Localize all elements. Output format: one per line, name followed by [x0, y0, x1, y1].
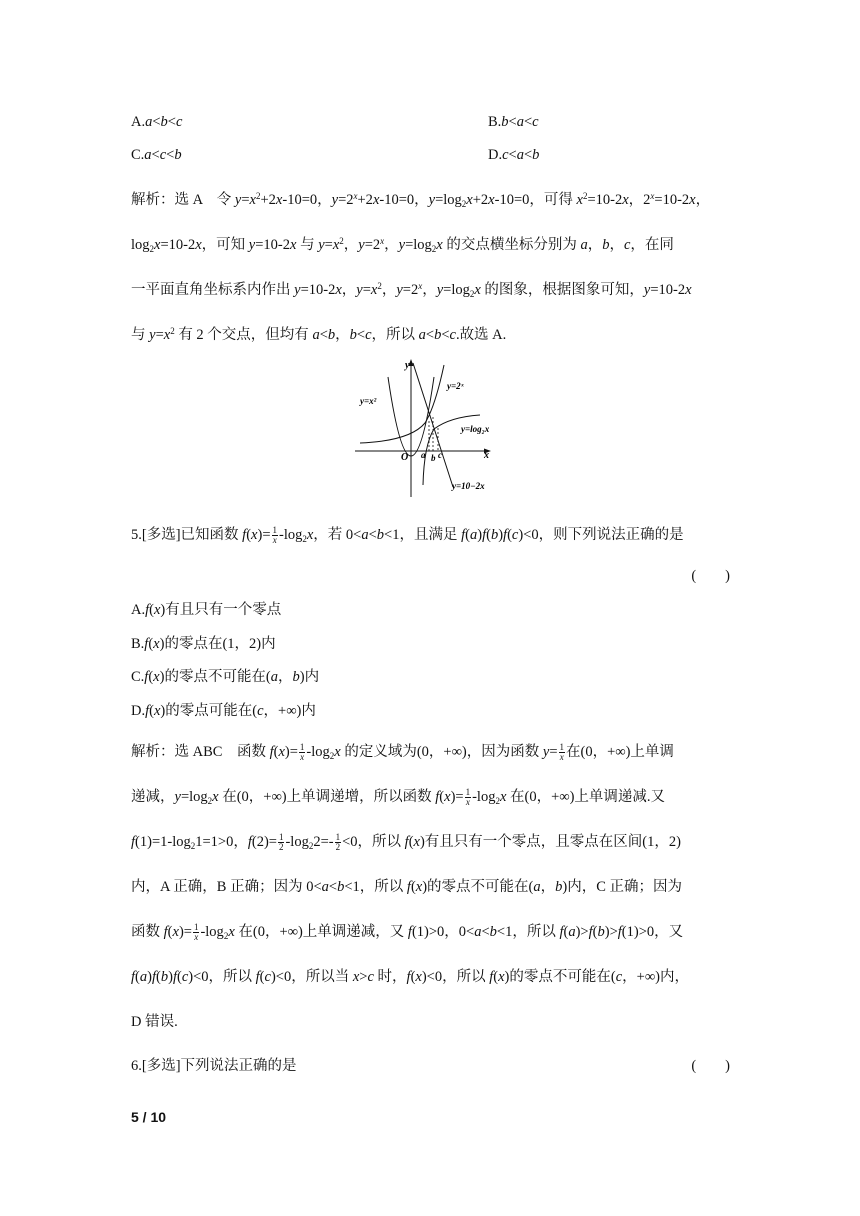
- q4-solution-line-1: 解析：选 A 令 $y=x^2+2x-10=0$，$y=2^x+2x-10=0$，$y=\log_2x+2x-10=0$，可得 $x^2=10-2x$，$2^x=10-2x$，: [131, 191, 711, 209]
- q5-solution-line-7: D 错误.: [131, 1014, 178, 1030]
- q5-solution-line-5: 函数 f(x)= $\frac{1}{x}$ $-\log_2x$ 在(0，+∞)上单调递减，又 f(1)>0，0<a<b<1，所以 f(a)>f(b)>f(1)>0，又: [131, 922, 684, 943]
- label-line: y=10−2x: [452, 481, 485, 491]
- q4-solution-line-4: 与 $y=x^2$ 有 2 个交点，但均有 a<b，b<c，所以 a<b<c.故选 A.: [131, 326, 507, 343]
- q5-solution-line-2: 递减，$y=\log_2x$ 在(0，+∞)上单调递增，所以函数 f(x)= $\frac{1}{x}$ $-\log_2x$ 在(0，+∞)上单调递减.又: [131, 787, 666, 808]
- label-log2-x: y=log₂x: [461, 424, 490, 434]
- q5-solution-line-3: $f(1)=1-\log_21=1>0$，f(2)= $\frac{1}{2}$ $-\log_22=-$ $\frac{1}{2}$ <0，所以 f(x)有且只有一个零点，且零点在区间(1，2): [131, 832, 681, 853]
- page-number: 5 / 10: [131, 1109, 167, 1125]
- label-x-axis: x: [484, 450, 489, 461]
- label-c: c: [438, 450, 442, 460]
- label-origin: O: [401, 452, 409, 463]
- label-x-squared: y=x²: [360, 396, 377, 406]
- q6-answer-paren: ( ): [691, 1058, 730, 1074]
- label-y-axis: y: [405, 360, 410, 371]
- q5-stem: 5.[多选]已知函数 f(x)= $\frac{1}{x}$ $-\log_2x$，若 0<a<b<1，且满足 f(a)f(b)f(c)<0，则下列说法正确的是: [131, 525, 684, 546]
- q5-answer-paren: ( ): [691, 568, 730, 584]
- function-graph: [350, 355, 510, 500]
- label-b: b: [431, 453, 436, 463]
- q5-solution-line-6: f(a)f(b)f(c)<0，所以 f(c)<0，所以当 x>c 时，f(x)<0，所以 f(x)的零点不可能在(c，+∞)内，: [131, 969, 689, 985]
- q5-option-c: C.f(x)的零点不可能在(a，b)内: [131, 669, 320, 685]
- q5-option-d: D.f(x)的零点可能在(c，+∞)内: [131, 703, 316, 719]
- option-d: D.c<a<b: [488, 147, 540, 163]
- q6-stem: 6.[多选]下列说法正确的是: [131, 1058, 297, 1074]
- option-b: B.b<a<c: [488, 114, 539, 130]
- q5-solution-line-1: 解析：选 ABC 函数 f(x)= $\frac{1}{x}$ $-\log_2x$ 的定义域为(0，+∞)，因为函数 y= $\frac{1}{x}$ 在(0，+∞)上单调: [131, 742, 674, 763]
- option-c: C.a<c<b: [131, 147, 182, 163]
- q5-option-a: A.f(x)有且只有一个零点: [131, 602, 282, 618]
- q4-solution-line-3: 一平面直角坐标系内作出 y=10-2x，$y=x^2$，$y=2^x$，$y=\log_2x$ 的图象，根据图象可知，y=10-2x: [131, 281, 692, 299]
- q4-solution-line-2: $\log_2x=10-2x$，可知 y=10-2x 与 $y=x^2$，$y=2^x$，$y=\log_2x$ 的交点横坐标分别为 a，b，c，在同: [131, 236, 674, 254]
- label-a: a: [421, 450, 426, 460]
- label-2-pow-x: y=2ˣ: [447, 381, 464, 391]
- q5-solution-line-4: 内，A 正确，B 正确；因为 0<a<b<1，所以 f(x)的零点不可能在(a，b)内，C 正确；因为: [131, 879, 683, 895]
- q5-option-b: B.f(x)的零点在(1，2)内: [131, 636, 276, 652]
- option-a: A.a<b<c: [131, 114, 183, 130]
